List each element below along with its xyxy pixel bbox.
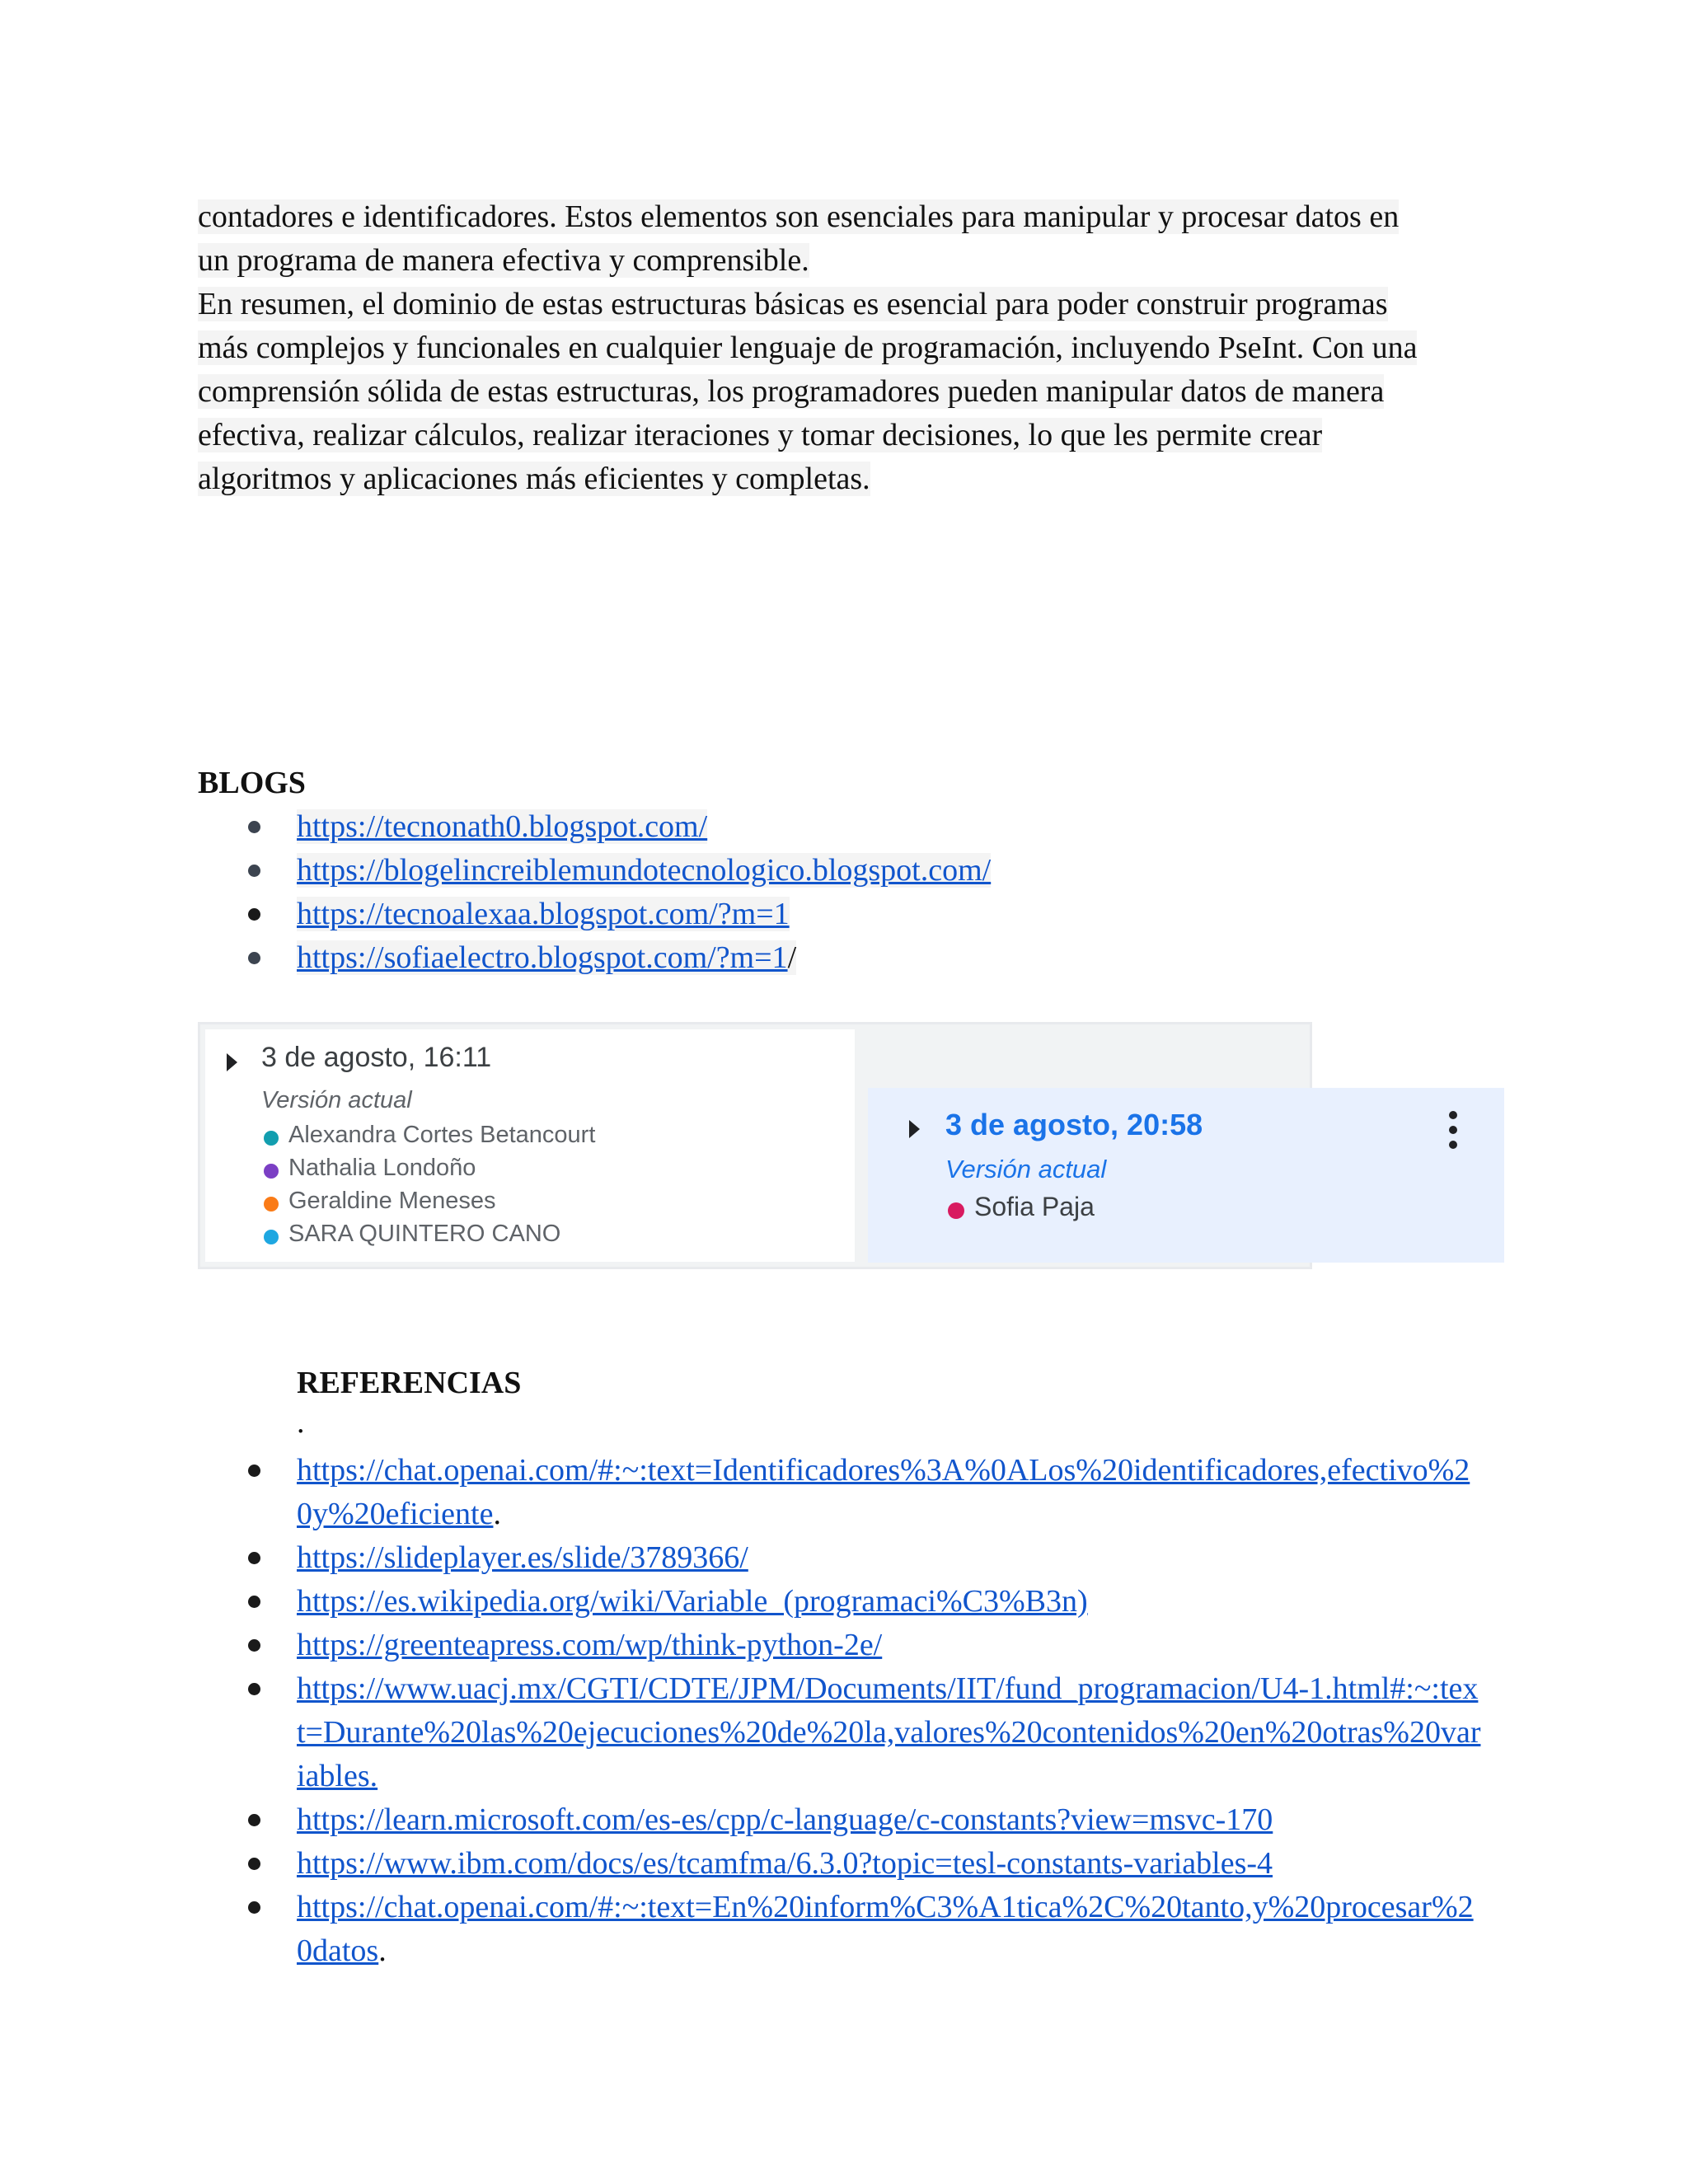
list-item xyxy=(198,1842,1484,1886)
blog-link[interactable]: https://sofiaelectro.blogspot.com/?m=1 xyxy=(297,940,788,975)
bullet-icon xyxy=(248,908,260,921)
list-item xyxy=(198,849,1517,893)
editor-name: Sofia Paja xyxy=(974,1192,1095,1221)
bullet-icon xyxy=(248,1814,260,1826)
list-item: https://chat.openai.com/#:~:text=En%20inform%C3%A1tica%2C%20tanto,y%20procesar%20datos. xyxy=(198,1886,1484,1973)
reference-link[interactable]: https://chat.openai.com/#:~:text=Identificadores%3A%0ALos%20identificadores,efectivo%20y%20eficiente xyxy=(297,1453,1470,1531)
blog-link[interactable]: https://tecnonath0.blogspot.com/ xyxy=(297,809,708,844)
reference-link[interactable]: https://greenteapress.com/wp/think-python-2e/ xyxy=(297,1628,883,1662)
paragraph-line: contadores e identificadores. Estos elementos son esenciales para manipular y procesar datos en xyxy=(198,199,1400,234)
bullet-icon xyxy=(248,821,260,833)
list-item xyxy=(198,805,1517,849)
reference-link[interactable]: https://learn.microsoft.com/es-es/cpp/c-language/c-constants?view=msvc-170 xyxy=(297,1802,1273,1837)
user-color-dot-icon xyxy=(264,1197,279,1212)
reference-link[interactable]: https://chat.openai.com/#:~:text=En%20inform%C3%A1tica%2C%20tanto,y%20procesar%20datos xyxy=(297,1890,1474,1968)
list-item: https://sofiaelectro.blogspot.com/?m=1/ xyxy=(198,936,1517,980)
version-entry-current[interactable] xyxy=(868,1088,1504,1263)
list-item xyxy=(198,1580,1484,1624)
bullet-icon xyxy=(248,1552,260,1564)
version-label: Versión actual xyxy=(261,1087,412,1113)
paragraph-line: En resumen, el dominio de estas estructuras básicas es esencial para poder construir programas xyxy=(198,287,1388,321)
paragraph-line: efectiva, realizar cálculos, realizar iteraciones y tomar decisiones, lo que les permite crear xyxy=(198,418,1323,452)
references-dot: . xyxy=(297,1405,305,1440)
version-label: Versión actual xyxy=(945,1155,1107,1183)
reference-link[interactable]: https://slideplayer.es/slide/3789366/ xyxy=(297,1540,748,1575)
paragraph-line: comprensión sólida de estas estructuras, los programadores pueden manipular datos de manera xyxy=(198,374,1385,409)
user-color-dot-icon xyxy=(948,1202,964,1219)
user-color-dot-icon xyxy=(264,1230,279,1244)
version-history-screenshot xyxy=(198,1022,1312,1269)
bullet-icon xyxy=(248,1901,260,1914)
paragraph-line: más complejos y funcionales en cualquier lenguaje de programación, incluyendo PseInt. Con una xyxy=(198,330,1418,365)
reference-link[interactable]: https://www.uacj.mx/CGTI/CDTE/JPM/Documents/IIT/fund_programacion/U4-1.html#:~:text=Durante%20las%20ejecuciones%20de%20la,valores%20contenidos%20en%20otras%20variables. xyxy=(297,1671,1481,1793)
list-item xyxy=(198,893,1517,936)
blog-link[interactable]: https://tecnoalexaa.blogspot.com/?m=1 xyxy=(297,897,790,931)
list-item xyxy=(198,1624,1484,1667)
bullet-icon xyxy=(248,1465,260,1477)
version-date: 3 de agosto, 20:58 xyxy=(945,1108,1203,1141)
bullet-icon xyxy=(248,952,260,964)
references-heading: REFERENCIAS xyxy=(297,1366,522,1400)
blogs-heading: BLOGS xyxy=(198,766,306,800)
reference-link[interactable]: https://www.ibm.com/docs/es/tcamfma/6.3.0?topic=tesl-constants-variables-4 xyxy=(297,1846,1273,1881)
editor-name: Geraldine Meneses xyxy=(288,1188,496,1214)
bullet-icon xyxy=(248,1596,260,1608)
user-color-dot-icon xyxy=(264,1131,279,1146)
bullet-icon xyxy=(248,865,260,877)
blog-link[interactable]: https://blogelincreiblemundotecnologico.blogspot.com/ xyxy=(297,853,992,888)
references-list xyxy=(198,1449,1484,1973)
list-item: https://chat.openai.com/#:~:text=Identificadores%3A%0ALos%20identificadores,efectivo%20y%20eficiente. xyxy=(198,1449,1484,1536)
reference-link[interactable]: https://es.wikipedia.org/wiki/Variable_(programaci%C3%B3n) xyxy=(297,1584,1088,1619)
paragraph-line: algoritmos y aplicaciones más eficientes y completas. xyxy=(198,462,870,496)
bullet-icon xyxy=(248,1858,260,1870)
blogs-list xyxy=(198,805,1517,980)
version-entry-previous[interactable] xyxy=(205,1029,855,1262)
editor-name: Alexandra Cortes Betancourt xyxy=(288,1122,596,1148)
editor-name: Nathalia Londoño xyxy=(288,1155,476,1181)
list-item xyxy=(198,1798,1484,1842)
bullet-icon xyxy=(248,1639,260,1652)
user-color-dot-icon xyxy=(264,1164,279,1179)
more-vert-icon[interactable] xyxy=(1449,1111,1457,1149)
summary-paragraph xyxy=(198,195,1508,501)
caret-right-icon[interactable] xyxy=(227,1053,237,1071)
version-date: 3 de agosto, 16:11 xyxy=(261,1042,492,1073)
editor-name: SARA QUINTERO CANO xyxy=(288,1221,561,1247)
list-item xyxy=(198,1667,1484,1798)
paragraph-line: un programa de manera efectiva y comprensible. xyxy=(198,243,809,278)
list-item xyxy=(198,1536,1484,1580)
bullet-icon xyxy=(248,1683,260,1695)
caret-right-icon[interactable] xyxy=(909,1120,920,1138)
